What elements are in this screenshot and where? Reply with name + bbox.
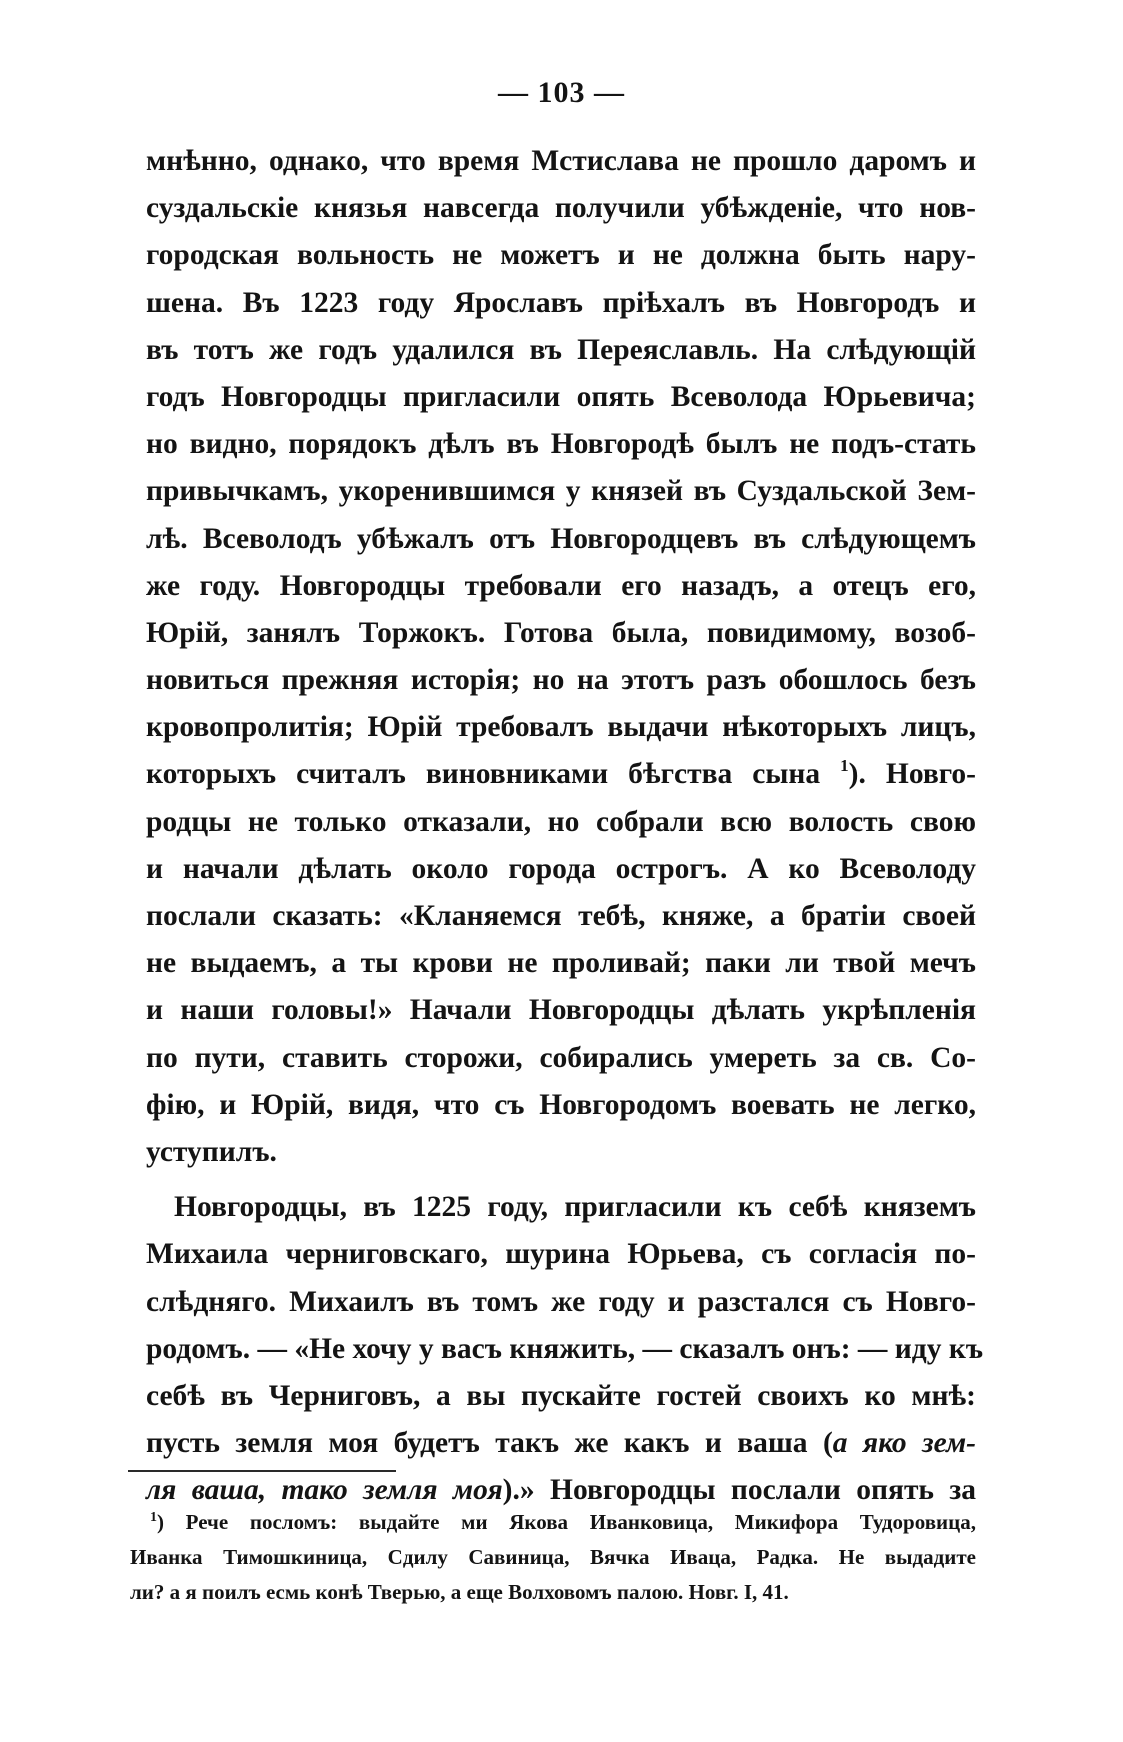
text-line: по пути, ставить сторожи, собирались умереть за св. Со- (146, 1041, 976, 1074)
text-line: новиться прежняя исторія; но на этотъ разъ обошлось безъ (146, 664, 976, 697)
text-line: слѣдняго. Михаилъ въ томъ же году и разстался съ Новго- (146, 1285, 976, 1318)
text-line (146, 751, 976, 798)
text-line: мнѣнно, однако, что время Мстислава не прошло даромъ и (146, 145, 976, 177)
text-line: но видно, порядокъ дѣлъ въ Новгородѣ былъ не подъ-стать (146, 428, 976, 461)
text-line: суздальскіе князья навсегда получили убѣжденіе, что нов- (146, 192, 976, 225)
main-text (146, 138, 984, 1514)
text-line: родцы не только отказали, но собрали всю волость свою (146, 805, 976, 838)
footnote-marker: 1 (150, 1510, 157, 1525)
footnote-line (130, 1505, 976, 1540)
text-segment: ) Рече посломъ: выдайте ми Якова Иванковица, Микифора Тудоровица, (157, 1510, 976, 1534)
text-line: лѣ. Всеволодъ убѣжалъ отъ Новгородцевъ въ слѣдующемъ (146, 522, 976, 555)
text-line: родомъ. — «Не хочу у васъ княжить, — сказалъ онъ: — иду къ (146, 1332, 984, 1365)
text-line: не выдаемъ, а ты крови не проливай; паки ли твой мечъ (146, 947, 976, 980)
footnote-line: ли? а я поилъ есмь конѣ Тверью, а еще Волховомъ палою. Новг. I, 41. (130, 1580, 789, 1604)
text-line: Михаила черниговскаго, шурина Юрьева, съ согласія по- (146, 1238, 976, 1271)
italic-quote: ля ваша, тако земля моя (146, 1474, 503, 1507)
text-line: фію, и Юрій, видя, что съ Новгородомъ воевать не легко, (146, 1088, 976, 1121)
text-segment: ).» (502, 1474, 535, 1507)
footnote-reference: 1 (840, 756, 849, 776)
text-segment: ). Новго- (848, 758, 976, 791)
text-line: привычкамъ, укоренившимся у князей въ Суздальской Зем- (146, 475, 976, 508)
text-line: послали сказать: «Кланяемся тебѣ, княже, а братіи своей (146, 900, 976, 932)
text-segment: которыхъ считалъ виновниками бѣгства сына (146, 758, 821, 791)
text-segment: пусть земля моя будетъ такъ же какъ и ваша ( (146, 1427, 833, 1460)
text-line: годъ Новгородцы пригласили опять Всеволода Юрьевича; (146, 380, 976, 413)
paragraph-start-line: Новгородцы, въ 1225 году, пригласили къ себѣ княземъ (174, 1191, 976, 1224)
page-number: — 103 — (498, 76, 625, 109)
text-line: и начали дѣлать около города острогъ. А ко Всеволоду (146, 852, 976, 885)
text-line: въ тотъ же годъ удалился въ Переяславль. На слѣдующій (146, 333, 976, 366)
text-line: уступилъ. (146, 1135, 277, 1168)
text-line: кровопролитія; Юрій требовалъ выдачи нѣкоторыхъ лицъ, (146, 711, 976, 744)
text-line (146, 1420, 976, 1467)
text-line: Юрій, занялъ Торжокъ. Готова была, повидимому, возоб- (146, 616, 976, 649)
text-line: же году. Новгородцы требовали его назадъ, а отецъ его, (146, 569, 976, 602)
italic-quote: а яко зем- (832, 1427, 976, 1460)
footnote-line: Иванка Тимошкиница, Сдилу Савиница, Вячка Иваца, Радка. Не выдадите (130, 1545, 976, 1569)
footnote-divider (128, 1470, 396, 1472)
text-line: шена. Въ 1223 году Ярославъ пріѣхалъ въ Новгородъ и (146, 286, 976, 319)
text-line: городская вольность не можетъ и не должна быть нару- (146, 239, 976, 272)
text-segment: Новгородцы послали опять за (550, 1474, 977, 1507)
footnotes (130, 1505, 976, 1610)
text-line: себѣ въ Черниговъ, а вы пускайте гостей своихъ ко мнѣ: (146, 1379, 976, 1412)
text-line: и наши головы!» Начали Новгородцы дѣлать укрѣпленія (146, 994, 976, 1027)
